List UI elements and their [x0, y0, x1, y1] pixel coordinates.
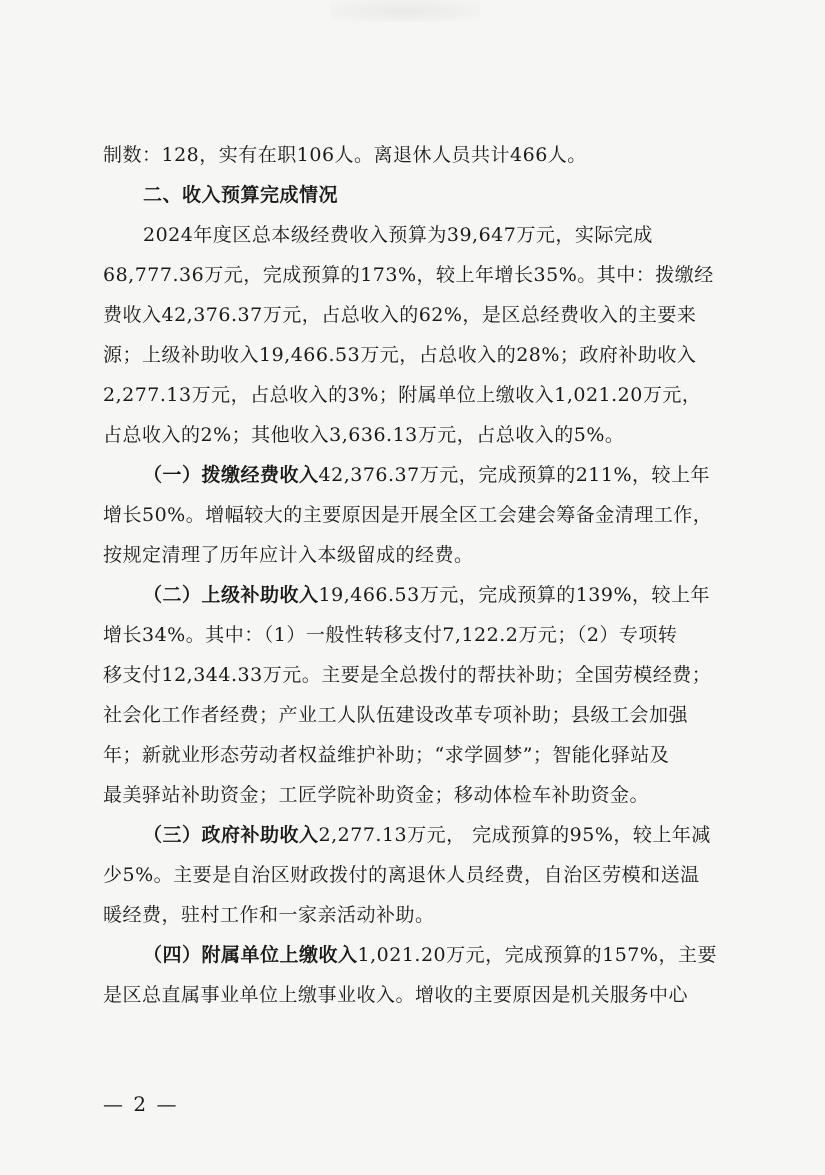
text-line: 占总收入的2%；其他收入3,636.13万元，占总收入的5%。: [103, 424, 625, 446]
text-line: 暖经费，驻村工作和一家亲活动补助。: [103, 904, 435, 926]
text-line: 少5%。主要是自治区财政拨付的离退休人员经费，自治区劳模和送温: [103, 864, 700, 886]
section-text: 42,376.37万元，完成预算的211%，较上年: [318, 464, 711, 486]
text-line: 移支付12,344.33万元。主要是全总拨付的帮扶补助；全国劳模经费；: [103, 664, 712, 686]
text-line: 是区总直属事业单位上缴事业收入。增收的主要原因是机关服务中心: [103, 984, 689, 1006]
text-line: 社会化工作者经费；产业工人队伍建设改革专项补助；县级工会加强: [103, 704, 689, 726]
section-3-lead: [103, 816, 723, 855]
text-line: 增长50%。增幅较大的主要原因是开展全区工会建会筹备金清理工作，: [103, 504, 713, 526]
page-number: — 2 —: [103, 1092, 179, 1116]
text-line: 年；新就业形态劳动者权益维护补助；“求学圆梦”；智能化驿站及: [103, 744, 670, 766]
text-line: 按规定清理了历年应计入本级留成的经费。: [103, 544, 474, 566]
text-line: 二、收入预算完成情况: [143, 184, 339, 206]
text-line: 增长34%。其中：（1）一般性转移支付7,122.2万元；（2）专项转: [103, 624, 678, 646]
section-heading: （三）政府补助收入: [143, 824, 319, 846]
text-line: 68,777.36万元，完成预算的173%，较上年增长35%。其中：拨缴经: [103, 264, 714, 286]
section-text: 2,277.13万元， 完成预算的95%，较上年减: [318, 824, 711, 846]
text-line: 最美驿站补助资金；工匠学院补助资金；移动体检车补助资金。: [103, 784, 650, 806]
text-line: 制数：128，实有在职106人。离退休人员共计466人。: [103, 144, 587, 166]
text-line: 2,277.13万元，占总收入的3%；附属单位上缴收入1,021.20万元，: [103, 384, 702, 406]
scan-smudge: [330, 0, 480, 22]
section-2-lead: [103, 576, 723, 615]
section-4-lead: [103, 936, 723, 975]
section-heading: （二）上级补助收入: [143, 584, 319, 606]
text-line: 源；上级补助收入19,466.53万元，占总收入的28%；政府补助收入: [103, 344, 697, 366]
text-line: 费收入42,376.37万元，占总收入的62%，是区总经费收入的主要来: [103, 304, 697, 326]
text-line: 2024年度区总本级经费收入预算为39,647万元，实际完成: [143, 224, 653, 246]
section-heading: （一）拨缴经费收入: [143, 464, 319, 486]
section-heading: （四）附属单位上缴收入: [143, 944, 358, 966]
section-text: 1,021.20万元，完成预算的157%，主要: [357, 944, 717, 966]
section-text: 19,466.53万元，完成预算的139%，较上年: [318, 584, 711, 606]
section-1-lead: [103, 456, 723, 495]
